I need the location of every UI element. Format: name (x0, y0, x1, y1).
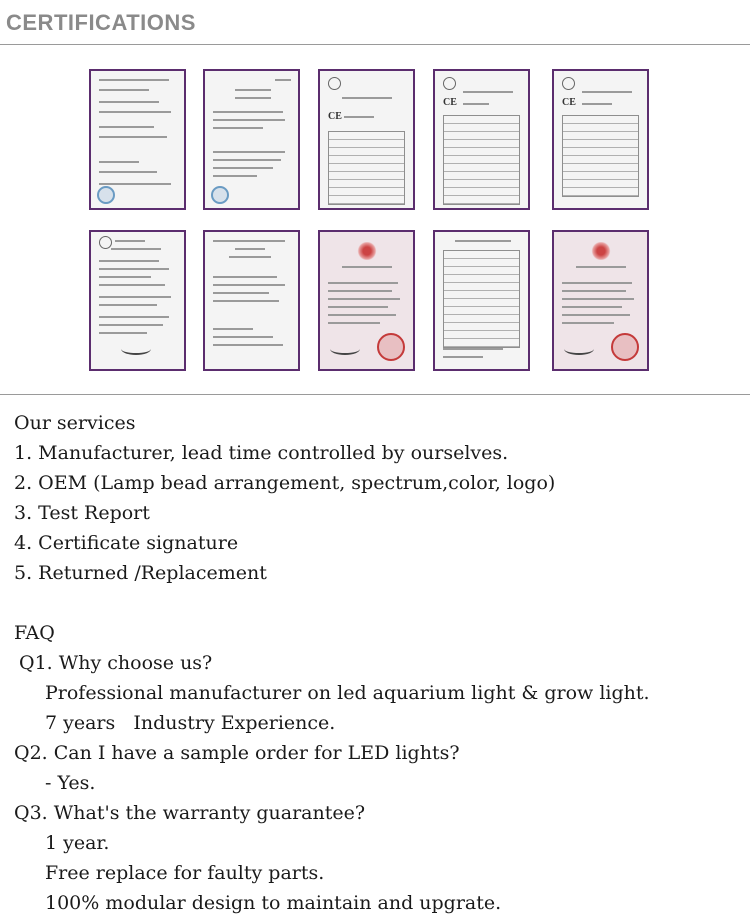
faq-question-2: Q2. Can I have a sample order for LED lights? (14, 742, 460, 764)
certificate-thumb-1[interactable] (89, 69, 186, 210)
service-item: 4. Certificate signature (14, 532, 239, 554)
services-heading: Our services (14, 412, 136, 434)
certificate-thumb-2[interactable] (203, 69, 300, 210)
service-item: 5. Returned /Replacement (14, 562, 267, 584)
faq-answer: Free replace for faulty parts. (45, 862, 325, 884)
certificate-thumb-7[interactable] (203, 230, 300, 371)
certificate-thumb-9[interactable] (433, 230, 530, 371)
faq-answer: - Yes. (45, 772, 96, 794)
service-item: 2. OEM (Lamp bead arrangement, spectrum,color, logo) (14, 472, 556, 494)
bottom-divider (0, 394, 750, 395)
faq-heading: FAQ (14, 622, 55, 644)
certificate-thumb-5[interactable]: CE (552, 69, 649, 210)
faq-question-1: Q1. Why choose us? (19, 652, 213, 674)
faq-answer: 100% modular design to maintain and upgrate. (45, 892, 502, 914)
service-item: 1. Manufacturer, lead time controlled by ourselves. (14, 442, 509, 464)
faq-question-3: Q3. What's the warranty guarantee? (14, 802, 366, 824)
certificate-thumb-3[interactable]: CE (318, 69, 415, 210)
faq-answer: 7 years Industry Experience. (45, 712, 336, 734)
service-item: 3. Test Report (14, 502, 150, 524)
faq-answer: 1 year. (45, 832, 110, 854)
certificate-thumb-6[interactable] (89, 230, 186, 371)
text-content (14, 408, 650, 918)
certificate-thumb-8[interactable] (318, 230, 415, 371)
certificate-thumb-10[interactable] (552, 230, 649, 371)
certificate-thumb-4[interactable]: CE (433, 69, 530, 210)
certifications-title: CERTIFICATIONS (6, 10, 196, 35)
top-divider (0, 44, 750, 45)
faq-answer: Professional manufacturer on led aquarium light & grow light. (45, 682, 650, 704)
